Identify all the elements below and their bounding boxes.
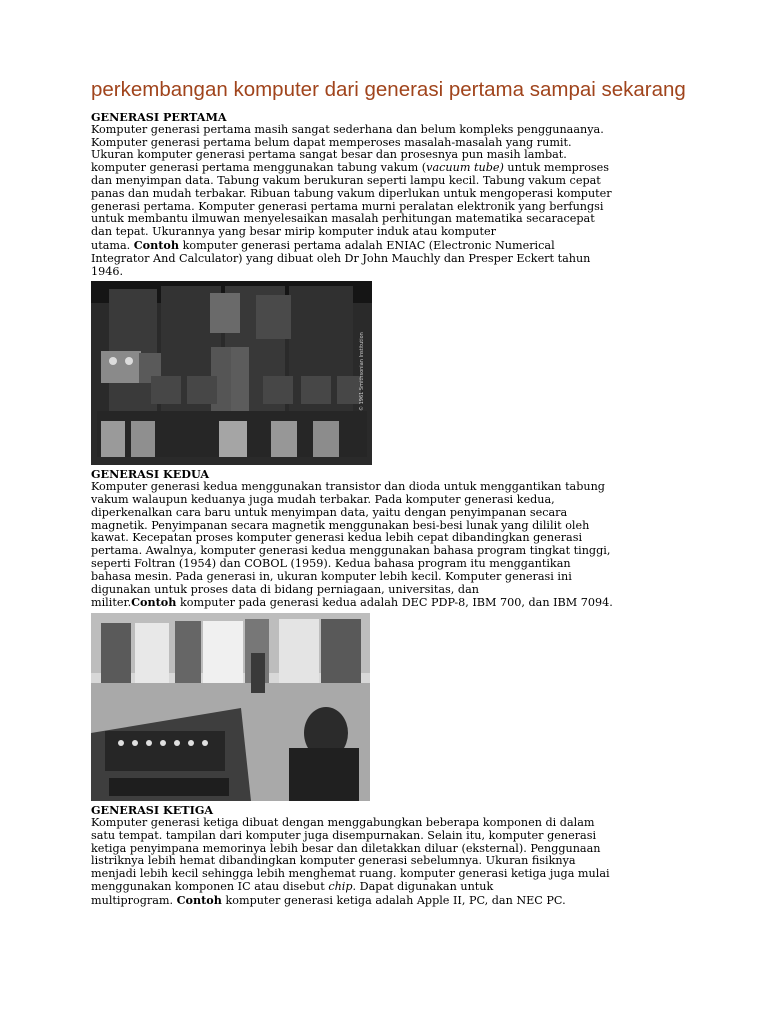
bold-term: Contoh (131, 595, 177, 610)
text-line: komputer generasi pertama adalah ENIAC (Electronic Numerical (179, 238, 555, 252)
photo-credit: © 1961 Smithsonian Institution (359, 332, 365, 412)
text-line: menggunakan komponen IC atau disebut (91, 879, 329, 893)
text-line: digunakan untuk proses data di bidang perniagaan, universitas, dan (91, 582, 479, 596)
text-line: untuk memproses (503, 161, 610, 175)
text-line: Komputer generasi kedua menggunakan transistor dan dioda untuk menggantikan tabung (91, 480, 605, 494)
page-title: perkembangan komputer dari generasi pertama sampai sekarang (91, 78, 686, 101)
bold-term: Contoh (176, 892, 222, 907)
section-paragraph (91, 481, 691, 610)
text-line: Komputer generasi pertama masih sangat sederhana dan belum kompleks penggunaanya. (91, 122, 604, 136)
text-line: dan menyimpan data. Tabung vakum berukuran seperti lampu kecil. Tabung vakum cepat (91, 173, 601, 187)
text-line: untuk membantu ilmuwan menyelesaikan masalah perhitungan matematika secaracepat (91, 212, 595, 226)
section-heading: GENERASI KETIGA (91, 803, 214, 818)
text-line: 1946. (91, 264, 124, 278)
section-paragraph (91, 817, 691, 908)
text-line: pertama. Awalnya, komputer generasi kedua menggunakan bahasa program tingkat tinggi, (91, 544, 611, 558)
bold-term: Contoh (133, 237, 180, 252)
text-line: komputer pada generasi kedua adalah DEC PDP-8, IBM 700, dan IBM 7094. (176, 596, 613, 610)
text-line: utama. (91, 238, 134, 252)
text-line: Komputer generasi pertama belum dapat memperoses masalah-masalah yang rumit. (91, 135, 572, 149)
section-generasi-pertama (91, 111, 691, 465)
text-line: magnetik. Penyimpanan secara magnetik menggunakan besi-besi lunak yang dililit oleh (91, 518, 590, 532)
text-line: Integrator And Calculator) yang dibuat oleh Dr John Mauchly dan Presper Eckert tahun (91, 251, 591, 265)
ibm-mainframe-photo (91, 613, 370, 801)
text-line: seperti Foltran (1954) dan COBOL (1959). Kedua bahasa program itu menggantikan (91, 556, 571, 570)
text-line: komputer generasi ketiga adalah Apple II, PC, dan NEC PC. (221, 893, 566, 907)
document-page (91, 78, 691, 908)
italic-term: chip (328, 879, 353, 893)
text-line: vakum walaupun keduanya juga mudah terbakar. Pada komputer generasi kedua, (91, 492, 555, 506)
text-line: bahasa mesin. Pada generasi in, ukuran komputer lebih kecil. Komputer generasi ini (91, 569, 572, 583)
text-line: diperkenalkan cara baru untuk menyimpan data, yaitu dengan penyimpanan secara (91, 505, 568, 519)
section-heading: GENERASI PERTAMA (91, 110, 227, 124)
section-heading: GENERASI KEDUA (91, 467, 210, 482)
text-line: panas dan mudah terbakar. Ribuan tabung vakum diperlukan untuk mengoperasi komputer (91, 186, 612, 200)
text-line: satu tempat. tampilan dari komputer juga disempurnakan. Selain itu, komputer generasi (91, 828, 597, 842)
section-paragraph (91, 124, 691, 279)
text-line: . Dapat digunakan untuk (352, 879, 494, 893)
text-line: Komputer generasi ketiga dibuat dengan menggabungkan beberapa komponen di dalam (91, 815, 595, 829)
section-generasi-kedua (91, 468, 691, 801)
text-line: listriknya lebih hemat dibandingkan komputer generasi sebelumnya. Ukuran fisiknya (91, 854, 576, 868)
eniac-photo (91, 281, 372, 465)
text-line: komputer generasi pertama menggunakan tabung vakum ( (91, 161, 427, 175)
text-line: dan tepat. Ukurannya yang besar mirip komputer induk atau komputer (91, 225, 496, 239)
text-line: kawat. Kecepatan proses komputer generasi kedua lebih cepat dibandingkan generasi (91, 531, 583, 545)
text-line: menjadi lebih kecil sehingga lebih menghemat ruang. komputer generasi ketiga juga mulai (91, 867, 610, 881)
section-generasi-ketiga (91, 804, 691, 907)
italic-term: vacuum tube) (426, 161, 504, 175)
text-line: generasi pertama. Komputer generasi pertama murni peralatan elektronik yang berfungsi (91, 199, 604, 213)
text-line: multiprogram. (91, 893, 177, 907)
text-line: ketiga penyimpana memorinya lebih besar dan diletakkan diluar (eksternal). Penggunaan (91, 841, 601, 855)
text-line: Ukuran komputer generasi pertama sangat besar dan prosesnya pun masih lambat. (91, 148, 567, 162)
text-line: militer. (91, 596, 132, 610)
